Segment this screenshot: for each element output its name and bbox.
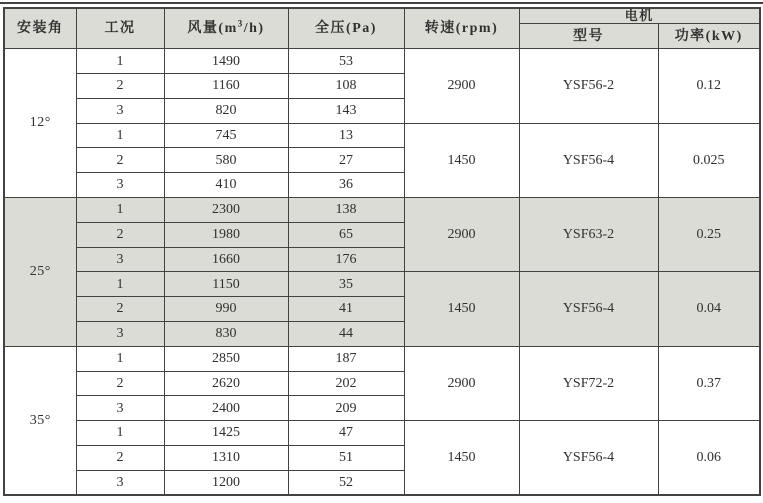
table-row — [4, 421, 760, 446]
model-cell: YSF56-4 — [519, 123, 658, 197]
airflow-cell: 1160 — [164, 74, 288, 99]
pressure-cell: 209 — [288, 396, 404, 421]
pressure-cell: 108 — [288, 74, 404, 99]
table-header — [4, 8, 760, 49]
speed-cell: 1450 — [404, 272, 519, 346]
pressure-cell: 143 — [288, 98, 404, 123]
condition-cell: 1 — [76, 49, 164, 74]
header-pressure: 全压(Pa) — [288, 8, 404, 49]
header-condition: 工况 — [76, 8, 164, 49]
airflow-cell: 990 — [164, 297, 288, 322]
model-cell: YSF56-2 — [519, 49, 658, 123]
angle-cell: 25° — [4, 198, 76, 347]
airflow-cell: 2400 — [164, 396, 288, 421]
header-airflow-prefix: 风量(m — [187, 20, 238, 36]
table-row — [4, 272, 760, 297]
header-airflow-suffix: /h) — [243, 20, 265, 36]
condition-cell: 2 — [76, 297, 164, 322]
condition-cell: 3 — [76, 322, 164, 347]
pressure-cell: 13 — [288, 123, 404, 148]
airflow-cell: 745 — [164, 123, 288, 148]
power-cell: 0.25 — [658, 198, 760, 272]
condition-cell: 3 — [76, 396, 164, 421]
table-body — [4, 49, 760, 495]
pressure-cell: 41 — [288, 297, 404, 322]
airflow-cell: 1310 — [164, 446, 288, 471]
header-speed: 转速(rpm) — [404, 8, 519, 49]
condition-cell: 2 — [76, 148, 164, 173]
condition-cell: 3 — [76, 173, 164, 198]
airflow-cell: 1980 — [164, 222, 288, 247]
condition-cell: 3 — [76, 247, 164, 272]
airflow-cell: 2620 — [164, 371, 288, 396]
power-cell: 0.37 — [658, 346, 760, 420]
pressure-cell: 202 — [288, 371, 404, 396]
fan-spec-table — [3, 7, 761, 496]
airflow-cell: 830 — [164, 322, 288, 347]
power-cell: 0.12 — [658, 49, 760, 123]
speed-cell: 2900 — [404, 198, 519, 272]
condition-cell: 2 — [76, 222, 164, 247]
airflow-cell: 1200 — [164, 470, 288, 495]
model-cell: YSF56-4 — [519, 272, 658, 346]
top-rule-divider — [0, 2, 763, 4]
speed-cell: 1450 — [404, 421, 519, 495]
condition-cell: 2 — [76, 371, 164, 396]
header-motor-model: 型号 — [519, 24, 658, 49]
pressure-cell: 35 — [288, 272, 404, 297]
header-airflow — [164, 8, 288, 49]
table-row — [4, 49, 760, 74]
condition-cell: 1 — [76, 198, 164, 223]
header-angle: 安装角 — [4, 8, 76, 49]
pressure-cell: 36 — [288, 173, 404, 198]
condition-cell: 1 — [76, 346, 164, 371]
condition-cell: 3 — [76, 470, 164, 495]
pressure-cell: 65 — [288, 222, 404, 247]
power-cell: 0.04 — [658, 272, 760, 346]
pressure-cell: 44 — [288, 322, 404, 347]
condition-cell: 2 — [76, 74, 164, 99]
airflow-cell: 1150 — [164, 272, 288, 297]
pressure-cell: 138 — [288, 198, 404, 223]
header-row-top — [4, 8, 760, 24]
condition-cell: 2 — [76, 446, 164, 471]
power-cell: 0.06 — [658, 421, 760, 495]
condition-cell: 1 — [76, 272, 164, 297]
airflow-cell: 2300 — [164, 198, 288, 223]
pressure-cell: 53 — [288, 49, 404, 74]
speed-cell: 1450 — [404, 123, 519, 197]
angle-cell: 12° — [4, 49, 76, 198]
table-row — [4, 346, 760, 371]
power-cell: 0.025 — [658, 123, 760, 197]
speed-cell: 2900 — [404, 346, 519, 420]
airflow-cell: 410 — [164, 173, 288, 198]
table-row — [4, 123, 760, 148]
pressure-cell: 176 — [288, 247, 404, 272]
pressure-cell: 47 — [288, 421, 404, 446]
pressure-cell: 52 — [288, 470, 404, 495]
angle-cell: 35° — [4, 346, 76, 495]
airflow-cell: 1660 — [164, 247, 288, 272]
airflow-cell: 580 — [164, 148, 288, 173]
pressure-cell: 27 — [288, 148, 404, 173]
airflow-cell: 2850 — [164, 346, 288, 371]
header-motor: 电机 — [519, 8, 760, 24]
model-cell: YSF56-4 — [519, 421, 658, 495]
condition-cell: 3 — [76, 98, 164, 123]
model-cell: YSF63-2 — [519, 198, 658, 272]
header-airflow-superscript: 3 — [237, 18, 244, 29]
airflow-cell: 1490 — [164, 49, 288, 74]
airflow-cell: 1425 — [164, 421, 288, 446]
table-row — [4, 198, 760, 223]
condition-cell: 1 — [76, 421, 164, 446]
speed-cell: 2900 — [404, 49, 519, 123]
pressure-cell: 51 — [288, 446, 404, 471]
airflow-cell: 820 — [164, 98, 288, 123]
condition-cell: 1 — [76, 123, 164, 148]
pressure-cell: 187 — [288, 346, 404, 371]
model-cell: YSF72-2 — [519, 346, 658, 420]
header-motor-power: 功率(kW) — [658, 24, 760, 49]
